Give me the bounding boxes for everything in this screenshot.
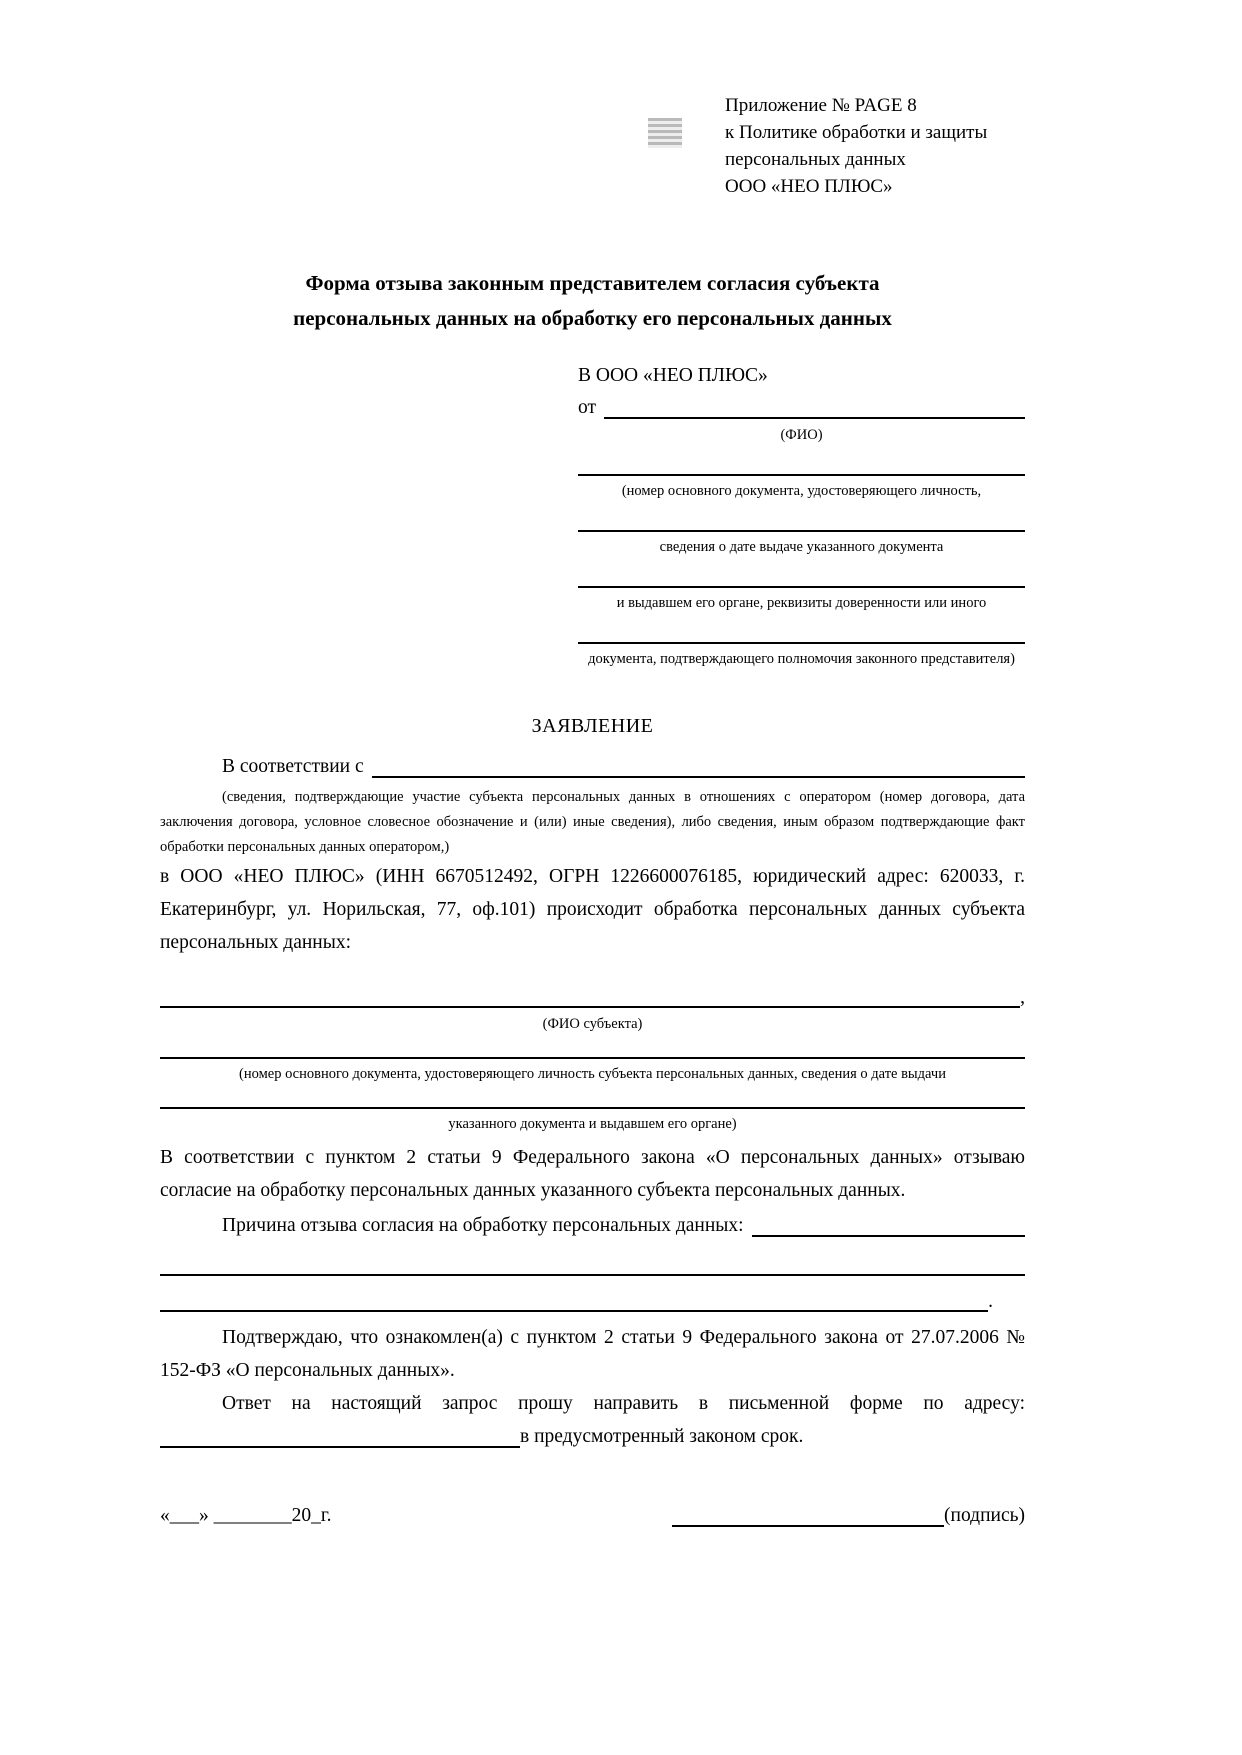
subject-fio-blank-line <box>160 983 1020 1008</box>
subject-fio-row <box>160 983 1025 1013</box>
reply-address-text: Ответ на настоящий запрос прошу направить в письменной форме по адресу: <box>222 1393 1025 1414</box>
addressee-from-row <box>578 392 1025 424</box>
intro-note: (сведения, подтверждающие участие субъекта персональных данных в отношениях с оператором (номер договора, дата заключения договора, условное словесное обозначение и (или) иные сведения), либо сведения, иным образом подтверждающие факт обработки персональных данных оператором,) <box>160 789 1025 855</box>
doc-field-caption: сведения о дате выдаче указанного документа <box>659 539 944 555</box>
appendix-header <box>725 92 1025 200</box>
blank-line-period: . <box>988 1291 993 1312</box>
paragraph-indent <box>160 1209 222 1242</box>
appendix-header-line: к Политике обработки и защиты <box>725 122 988 143</box>
doc-field-caption: и выдавшем его органе, реквизиты доверенности или иного <box>616 595 987 611</box>
signature-caption: (подпись) <box>944 1505 1025 1526</box>
doc-field <box>578 586 1025 614</box>
fio-blank-line <box>604 392 1025 419</box>
footer-row <box>160 1499 1025 1532</box>
statement-heading: ЗАЯВЛЕНИЕ <box>531 715 654 737</box>
appendix-header-line: ООО «НЕО ПЛЮС» <box>725 176 893 197</box>
text-lines-icon <box>648 118 682 148</box>
reply-suffix: в предусмотренный законом срок. <box>520 1426 804 1447</box>
reason-extra-blank-row-2 <box>160 1287 1025 1317</box>
doc-field-caption: документа, подтверждающего полномочия законного представителя) <box>588 651 1015 667</box>
doc-field <box>578 642 1025 670</box>
subject-line-comma: , <box>1020 987 1025 1008</box>
doc-field <box>578 474 1025 502</box>
doc-field-blank-line <box>578 586 1025 588</box>
doc-field-caption: (номер основного документа, удостоверяющего личность, <box>621 483 982 499</box>
fio-caption: (ФИО) <box>780 427 823 443</box>
intro-blank-line <box>372 750 1025 778</box>
operator-paragraph: в ООО «НЕО ПЛЮС» (ИНН 6670512492, ОГРН 1226600076185, юридический адрес: 620033, г. Екатеринбург, ул. Норильская, 77, оф.101) происходит обработка персональных данных субъекта персональных данных: <box>160 866 1025 953</box>
withdraw-paragraph: В соответствии с пунктом 2 статьи 9 Федерального закона «О персональных данных» отзываю согласие на обработку персональных данных указанного субъекта персональных данных. <box>160 1147 1025 1201</box>
addressee-to: В ООО «НЕО ПЛЮС» <box>578 365 768 386</box>
subject-doc-caption-1: (номер основного документа, удостоверяющего личность субъекта персональных данных, сведения о дате выдачи <box>239 1066 946 1082</box>
paragraph-indent <box>160 750 222 783</box>
subject-fio-caption: (ФИО субъекта) <box>542 1016 643 1032</box>
appendix-header-line: Приложение № PAGE 8 <box>725 95 917 116</box>
signature-blank-line <box>672 1525 944 1527</box>
document-title-line1: Форма отзыва законным представителем согласия субъекта <box>305 271 880 295</box>
reason-extra-blank-row-1 <box>160 1274 1025 1281</box>
subject-doc-field <box>160 1107 1025 1135</box>
from-label: от <box>578 397 597 418</box>
date-blank-text: «___» ________20_г. <box>160 1505 332 1526</box>
reason-extra-blank-line-1 <box>160 1274 1025 1276</box>
doc-field-blank-line <box>578 530 1025 532</box>
confirm-paragraph: Подтверждаю, что ознакомлен(а) с пунктом 2 статьи 9 Федерального закона от 27.07.2006 № 152-ФЗ «О персональных данных». <box>160 1327 1025 1381</box>
reply-line-row <box>160 1420 1025 1453</box>
doc-field-blank-line <box>578 642 1025 644</box>
reason-row <box>160 1209 1025 1242</box>
intro-prefix: В соответствии с <box>222 756 364 777</box>
addressee-block <box>578 360 1025 670</box>
document-title <box>160 266 1025 336</box>
reason-blank-line <box>752 1209 1025 1237</box>
reason-extra-blank-line-2 <box>160 1287 988 1312</box>
reason-label: Причина отзыва согласия на обработку персональных данных: <box>222 1215 744 1236</box>
doc-field <box>578 530 1025 558</box>
doc-field-blank-line <box>578 474 1025 476</box>
appendix-header-line: персональных данных <box>725 149 906 170</box>
subject-doc-caption-2: указанного документа и выдавшем его органе) <box>448 1116 737 1132</box>
subject-doc-blank-line-1 <box>160 1057 1025 1059</box>
document-title-line2: персональных данных на обработку его персональных данных <box>293 306 892 330</box>
signature-group <box>672 1499 1025 1532</box>
reply-address-blank-line <box>160 1420 520 1448</box>
statement-intro-row <box>160 750 1025 783</box>
subject-doc-field <box>160 1057 1025 1085</box>
subject-doc-blank-line-2 <box>160 1107 1025 1109</box>
